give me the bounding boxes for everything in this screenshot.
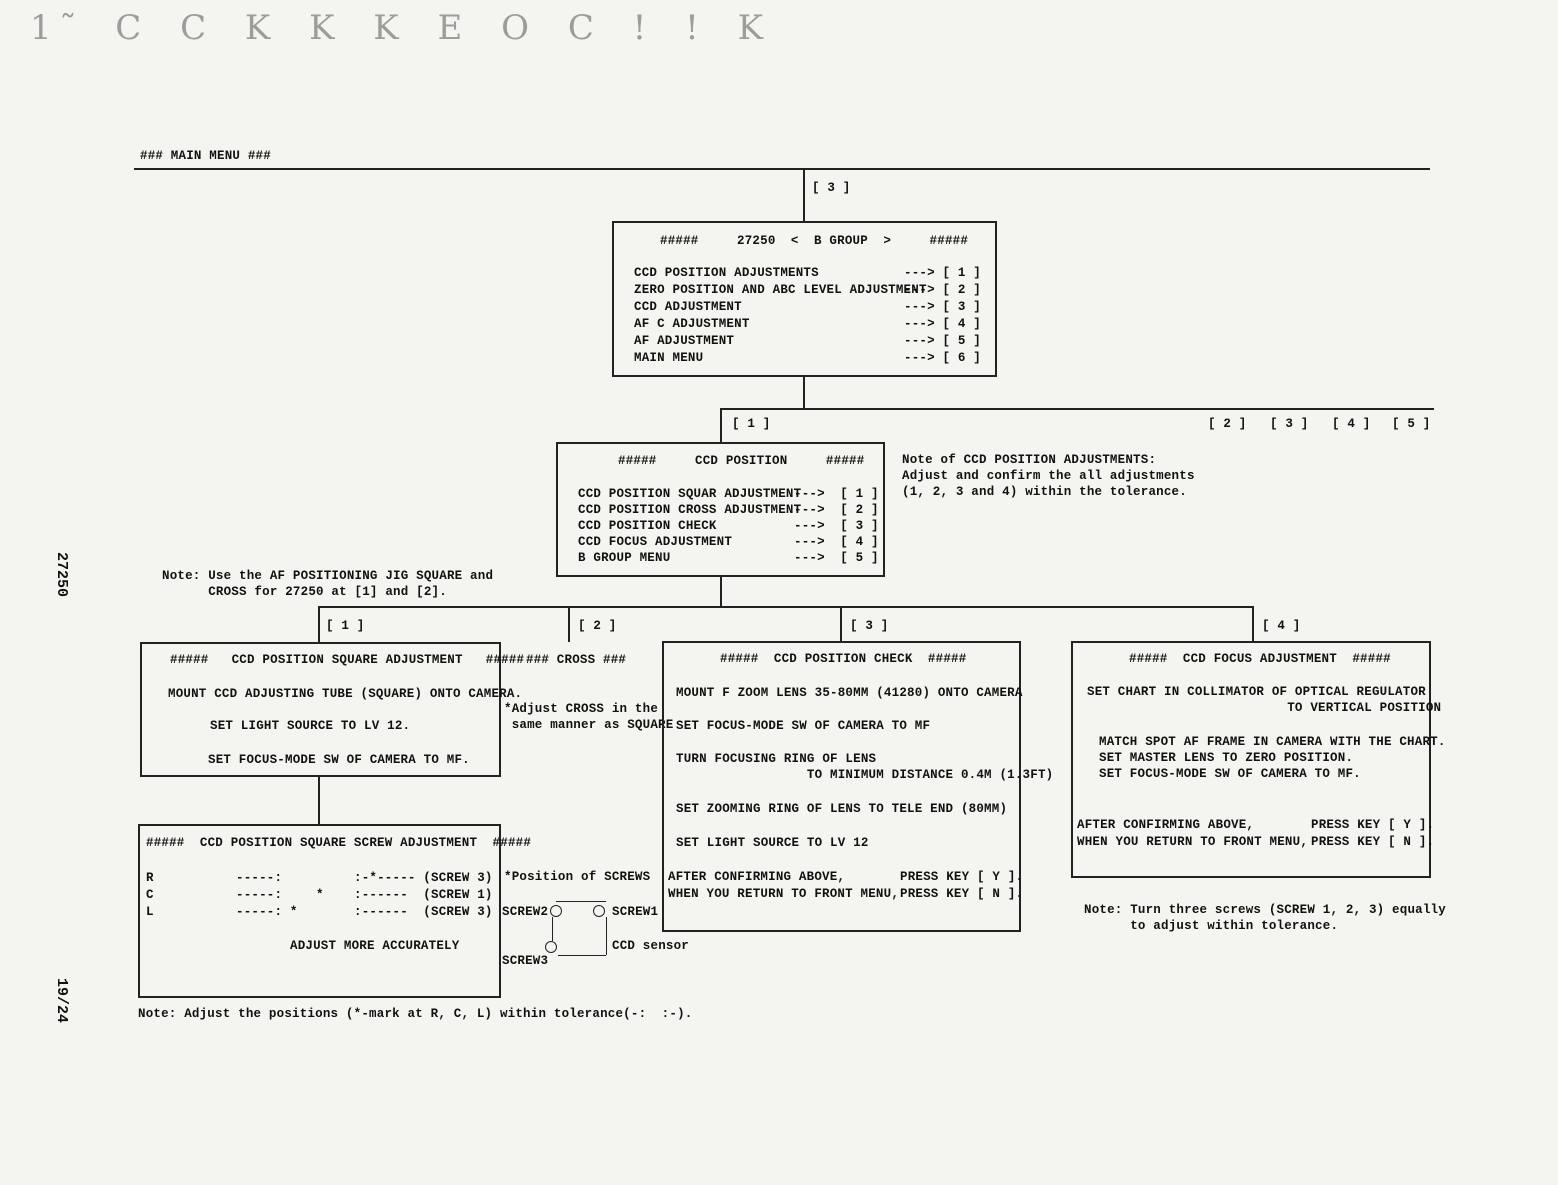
bgroup-key-6: ---> [ 6 ] xyxy=(904,351,982,365)
tolerance-note: Note: Adjust the positions (*-mark at R, C, L) within tolerance(-: :-). xyxy=(138,1007,693,1021)
focus-instruction-1: SET CHART IN COLLIMATOR OF OPTICAL REGULATOR TO VERTICAL POSITION xyxy=(1087,685,1442,715)
bgroup-title: ##### 27250 < B GROUP > ##### xyxy=(660,234,969,248)
screw3-circle-icon xyxy=(545,941,557,953)
ccdpos-item-3[interactable]: CCD POSITION CHECK xyxy=(578,519,717,533)
connector-ccdpos-down xyxy=(720,575,722,607)
ccdpos-key-2: ---> [ 2 ] xyxy=(794,503,879,517)
ccd-sensor-label: CCD sensor xyxy=(612,939,690,953)
check-confirm-text: AFTER CONFIRMING ABOVE, xyxy=(668,870,846,884)
square-adjustment-box xyxy=(140,642,525,777)
square-instruction-2: SET LIGHT SOURCE TO LV 12. xyxy=(210,719,411,733)
ccdpos-key-3: ---> [ 3 ] xyxy=(794,519,879,533)
bgroup-item-3[interactable]: CCD ADJUSTMENT xyxy=(634,300,742,314)
connector-label-3: [ 3 ] xyxy=(812,181,851,195)
connector-to-cross xyxy=(568,606,570,642)
sensor-outline-left xyxy=(552,917,553,941)
screw-row-l-bar: -----: * xyxy=(236,905,298,919)
screws-note: Note: Turn three screws (SCREW 1, 2, 3) equally to adjust within tolerance. xyxy=(1084,903,1446,933)
ccdpos-item-4[interactable]: CCD FOCUS ADJUSTMENT xyxy=(578,535,733,549)
focus-confirm-key[interactable]: PRESS KEY [ Y ]. xyxy=(1311,818,1435,832)
connector-label-3b: [ 3 ] xyxy=(1270,417,1309,431)
screw-row-r-range: :-*----- (SCREW 3) xyxy=(354,871,493,885)
check-instruction-2: SET FOCUS-MODE SW OF CAMERA TO MF xyxy=(676,719,931,733)
ccdpos-key-4: ---> [ 4 ] xyxy=(794,535,879,549)
screw1-label: SCREW1 xyxy=(612,905,659,919)
screw-row-r-label: R xyxy=(146,871,154,885)
ccdpos-key-1: ---> [ 1 ] xyxy=(794,487,879,501)
ccdpos-note: Note of CCD POSITION ADJUSTMENTS: Adjust and confirm the all adjustments (1, 2, 3 and 4) within the tolerance. xyxy=(902,453,1195,499)
main-menu-line xyxy=(134,168,1430,170)
bgroup-branch-line xyxy=(720,408,1434,410)
connector-main-bgroup xyxy=(803,168,805,222)
screw-footer: ADJUST MORE ACCURATELY xyxy=(290,939,460,953)
page-number: 19/24 xyxy=(53,978,70,1024)
connector-label-4: [ 4 ] xyxy=(1332,417,1371,431)
ccd-position-menu-box xyxy=(556,442,885,577)
model-number-margin: 27250 xyxy=(53,552,70,598)
square-instruction-3: SET FOCUS-MODE SW OF CAMERA TO MF. xyxy=(208,753,470,767)
ccdpos-item-1[interactable]: CCD POSITION SQUAR ADJUSTMENT xyxy=(578,487,802,501)
square-title: ##### CCD POSITION SQUARE ADJUSTMENT ##### xyxy=(170,653,525,667)
sensor-outline-top xyxy=(556,901,606,902)
focus-adjustment-box xyxy=(1071,641,1446,878)
square-instruction-1: MOUNT CCD ADJUSTING TUBE (SQUARE) ONTO CAMERA. xyxy=(168,687,523,701)
connector-to-focus xyxy=(1252,606,1254,642)
bgroup-key-1: ---> [ 1 ] xyxy=(904,266,982,280)
sub-label-1: [ 1 ] xyxy=(326,619,365,633)
bgroup-key-3: ---> [ 3 ] xyxy=(904,300,982,314)
bgroup-menu-box xyxy=(612,221,997,377)
check-return-text: WHEN YOU RETURN TO FRONT MENU, xyxy=(668,887,900,901)
screw-title: ##### CCD POSITION SQUARE SCREW ADJUSTMENT ##### xyxy=(146,836,532,850)
check-instruction-5: SET LIGHT SOURCE TO LV 12 xyxy=(676,836,869,850)
screw-row-r-bar: -----: xyxy=(236,871,283,885)
connector-to-square xyxy=(318,606,320,642)
screw3-label: SCREW3 xyxy=(502,954,549,968)
check-instruction-3: TURN FOCUSING RING OF LENS TO MINIMUM DISTANCE 0.4M (1.3FT) xyxy=(676,752,1054,782)
screw-row-l-range: :------ (SCREW 3) xyxy=(354,905,493,919)
focus-return-key[interactable]: PRESS KEY [ N ]. xyxy=(1311,835,1435,849)
bgroup-item-6[interactable]: MAIN MENU xyxy=(634,351,704,365)
screw2-circle-icon xyxy=(550,905,562,917)
check-return-key[interactable]: PRESS KEY [ N ]. xyxy=(900,887,1024,901)
bgroup-key-5: ---> [ 5 ] xyxy=(904,334,982,348)
connector-label-5: [ 5 ] xyxy=(1392,417,1431,431)
bgroup-item-5[interactable]: AF ADJUSTMENT xyxy=(634,334,735,348)
cross-description: *Adjust CROSS in the same manner as SQUARE xyxy=(504,702,674,732)
screw-position-title: *Position of SCREWS xyxy=(504,870,651,884)
bgroup-item-2[interactable]: ZERO POSITION AND ABC LEVEL ADJUSTMENT xyxy=(634,283,927,297)
ccdpos-item-2[interactable]: CCD POSITION CROSS ADJUSTMENT xyxy=(578,503,802,517)
focus-confirm-text: AFTER CONFIRMING ABOVE, xyxy=(1077,818,1255,832)
screw1-circle-icon xyxy=(593,905,605,917)
connector-square-screw xyxy=(318,775,320,825)
ccdpos-key-5: ---> [ 5 ] xyxy=(794,551,879,565)
check-instruction-1: MOUNT F ZOOM LENS 35-80MM (41280) ONTO CAMERA xyxy=(676,686,1023,700)
bgroup-key-2: ---> [ 2 ] xyxy=(904,283,982,297)
sub-label-4: [ 4 ] xyxy=(1262,619,1301,633)
check-instruction-4: SET ZOOMING RING OF LENS TO TELE END (80MM) xyxy=(676,802,1008,816)
position-check-box xyxy=(662,641,1054,932)
ccdpos-item-5[interactable]: B GROUP MENU xyxy=(578,551,671,565)
screw-row-c-mark: * xyxy=(316,888,324,902)
connector-to-ccdpos xyxy=(720,408,722,442)
cross-title: ### CROSS ### xyxy=(526,653,627,667)
screw-row-c-range: :------ (SCREW 1) xyxy=(354,888,493,902)
bgroup-item-1[interactable]: CCD POSITION ADJUSTMENTS xyxy=(634,266,819,280)
bgroup-item-4[interactable]: AF C ADJUSTMENT xyxy=(634,317,750,331)
scan-artifact-text: 1 ̃ C C K K K E O C ! ! K xyxy=(30,8,777,48)
focus-title: ##### CCD FOCUS ADJUSTMENT ##### xyxy=(1129,652,1391,666)
check-title: ##### CCD POSITION CHECK ##### xyxy=(720,652,967,666)
screw-row-c-bar: -----: xyxy=(236,888,283,902)
sub-label-3: [ 3 ] xyxy=(850,619,889,633)
ccdpos-branch-line xyxy=(318,606,1252,608)
main-menu-title: ### MAIN MENU ### xyxy=(140,149,271,163)
connector-label-2: [ 2 ] xyxy=(1208,417,1247,431)
connector-to-check xyxy=(840,606,842,642)
screw2-label: SCREW2 xyxy=(502,905,549,919)
connector-label-1: [ 1 ] xyxy=(732,417,771,431)
bgroup-key-4: ---> [ 4 ] xyxy=(904,317,982,331)
focus-return-text: WHEN YOU RETURN TO FRONT MENU, xyxy=(1077,835,1309,849)
sensor-outline-right xyxy=(606,917,607,955)
check-confirm-key[interactable]: PRESS KEY [ Y ]. xyxy=(900,870,1024,884)
sensor-outline-bottom xyxy=(558,955,606,956)
screw-row-l-label: L xyxy=(146,905,154,919)
sub-label-2: [ 2 ] xyxy=(578,619,617,633)
focus-instruction-2: MATCH SPOT AF FRAME IN CAMERA WITH THE CHART. SET MASTER LENS TO ZERO POSITION. SET FOCUS-MODE SW OF CAMERA TO MF. xyxy=(1099,735,1446,781)
connector-bgroup-down xyxy=(803,375,805,409)
ccdpos-title: ##### CCD POSITION ##### xyxy=(618,454,865,468)
jig-note: Note: Use the AF POSITIONING JIG SQUARE and CROSS for 27250 at [1] and [2]. xyxy=(162,569,494,599)
screw-row-c-label: C xyxy=(146,888,154,902)
